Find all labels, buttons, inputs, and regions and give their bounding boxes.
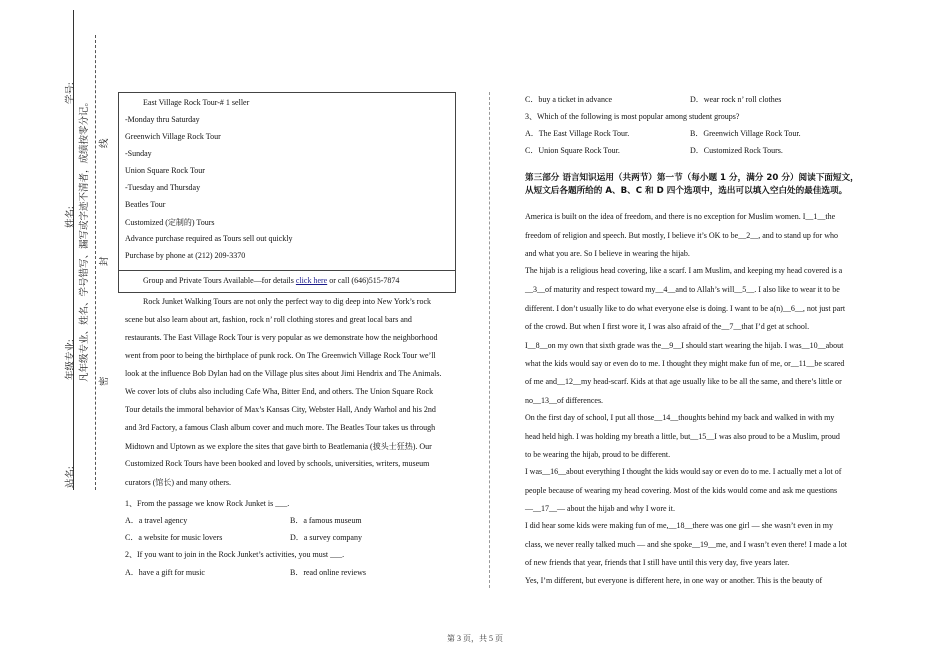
passage-line: head held high. I was holding my breath a little, but__15__I was also proud to be a Muslim, proud [525,432,840,441]
passage-line: no__13__of differences. [525,396,604,405]
passage-line: —__17__— about the hijab and why I wore it. [525,504,675,513]
passage-line: of new friends that year, friends that I still have until this very day, five years later. [525,558,790,567]
option-d: D．a survey company [290,533,362,542]
passage-line: Midtown and Uptown as we explore the sites that gave birth to Beatlemania (披头士狂热). Our [125,442,432,451]
passage-line: I__8__on my own that sixth grade was the__9__I should start wearing the hijab. I was__10__about [525,341,844,350]
question-stem: 2、If you want to join in the Rock Junket’s activities, you must ___. [125,550,345,559]
ad-line: Advance purchase required as Tours sell out quickly [125,234,293,243]
question-stem: 3、Which of the following is most popular among student groups? [525,112,740,121]
passage-line: __3__of maturity and respect toward my__4__and to Allah’s will__5__. I also like to wear it to be [525,285,840,294]
question-stem: 1、From the passage we know Rock Junket is ___. [125,499,290,508]
ad-line: Purchase by phone at (212) 209-3370 [125,251,246,260]
seal-mark-line: 线 [100,138,110,148]
ad-line: -Sunday [125,149,152,158]
passage-line: curators (馆长) and many others. [125,478,231,487]
passage-line: I was__16__about everything I thought the kids would say or even do to me. I actually met a lot of [525,467,842,476]
passage-line: look at the influence Bob Dylan had on the Village plus sites about Jimi Hendrix and The Animals. [125,369,442,378]
option-d: D．wear rock n’ roll clothes [690,95,782,104]
column-divider [489,92,490,588]
option-b: B．read online reviews [290,568,366,577]
option-a: A．have a gift for music [125,568,205,577]
passage-line: class, we never really talked much — and she spoke__19__me, and I wasn’t even there! I made a lot [525,540,847,549]
ad-divider [119,270,455,271]
passage-line: restaurants. The East Village Rock Tour is very popular as we demonstrate how the neighborhood [125,333,438,342]
ad-line: Union Square Rock Tour [125,166,205,175]
ad-line: -Tuesday and Thursday [125,183,201,192]
option-c: C．Union Square Rock Tour. [525,146,620,155]
passage-line: Yes, I’m different, but everyone is different here, in one way or another. This is the beauty of [525,576,823,585]
page-number: 第 3 页，共 5 页 [447,634,503,643]
passage-line: The hijab is a religious head covering, like a scarf. I am Muslim, and keeping my head covered is a [525,266,843,275]
passage-line: and 3rd Factory, a famous Clash album cover and much more. The Beatles Tour takes us through [125,423,436,432]
student-id-label: 学号: [66,82,76,104]
option-b: B．a famous museum [290,516,362,525]
ad-line: East Village Rock Tour-# 1 seller [143,98,250,107]
station-label: 站名: [66,466,76,488]
passage-line: went from poor to being the birthplace of punk rock. On The Greenwich Village Rock Tour we’ll [125,351,436,360]
details-link[interactable]: click here [295,276,328,285]
passage-line: scene but also learn about art, fashion, rock n’ roll clothing stores and great local bars and [125,315,412,324]
name-label: 姓名: [66,206,76,228]
passage-line: of me and__12__my head-scarf. Kids at that age usually like to be all the same, and there’s little or [525,377,842,386]
passage-line: On the first day of school, I put all those__14__thoughts behind my back and walked in with my [525,413,835,422]
passage-line: Rock Junket Walking Tours are not only the perfect way to dig deep into New York’s rock [143,297,432,306]
seal-mark-secret: 密 [100,376,110,386]
ad-line: Beatles Tour [125,200,166,209]
ad-line: Customized (定制的) Tours [125,218,215,227]
passage-line: America is built on the idea of freedom, and there is no exception for Muslim women. I__1__the [525,212,836,221]
ad-footer: Group and Private Tours Available—for details click here or call (646)515-7874 [143,276,400,285]
option-d: D．Customized Rock Tours. [690,146,783,155]
passage-line: freedom of religion and speech. But mostly, I believe it’s OK to be__2__, and to stand up for who [525,231,838,240]
passage-line: people because of wearing my head covering. Most of the kids would come and ask me questions [525,486,838,495]
passage-line: I did hear some kids were making fun of me,__18__there was one girl — she wasn’t even in my [525,521,833,530]
passage-line: of the crowd. But when I first wore it, I was also afraid of the__7__that I’d get at school. [525,322,810,331]
passage-line: Customized Rock Tours have been booked and loved by schools, universities, writers, museum [125,459,430,468]
passage-line: to be wearing the hijab, proud to be different. [525,450,671,459]
option-a: A．a travel agency [125,516,188,525]
passage-line: what the kids would say or even do to me. I thought they might make fun of me, or__11__be scared [525,359,845,368]
passage-line: We cover lots of clubs also including Cafe Wha, Bitter End, and others. The Union Square Rock [125,387,434,396]
seal-mark-seal: 封 [100,256,110,266]
option-c: C．buy a ticket in advance [525,95,613,104]
option-b: B．Greenwich Village Rock Tour. [690,129,801,138]
ad-line: Greenwich Village Rock Tour [125,132,221,141]
passage-line: and what you are. So I believe in wearing the hijab. [525,249,690,258]
margin-instruction: 凡年级专业、姓名、学号错写、漏写或字迹不清者，成绩按零分记。 [80,96,90,382]
option-a: A．The East Village Rock Tour. [525,129,630,138]
passage-line: different. I don’t usually like to do what everyone else is doing. I want to be a(n)__6__, not just part [525,304,846,313]
passage-line: Tour details the immoral behavior of Max’s Kansas City, Webster Hall, Andy Warhol and his 2nd [125,405,436,414]
grade-major-label: 年级专业: [66,339,76,380]
option-c: C．a website for music lovers [125,533,223,542]
ad-line: -Monday thru Saturday [125,115,200,124]
advertisement-box [118,92,456,293]
section-title: 第三部分 语言知识运用（共两节）第一节（每小题 1 分，满分 20 分）阅读下面短文，从短文后各题所给的 A、B、C 和 D 四个选项中，选出可以填入空白处的最佳选项。 [525,173,859,196]
